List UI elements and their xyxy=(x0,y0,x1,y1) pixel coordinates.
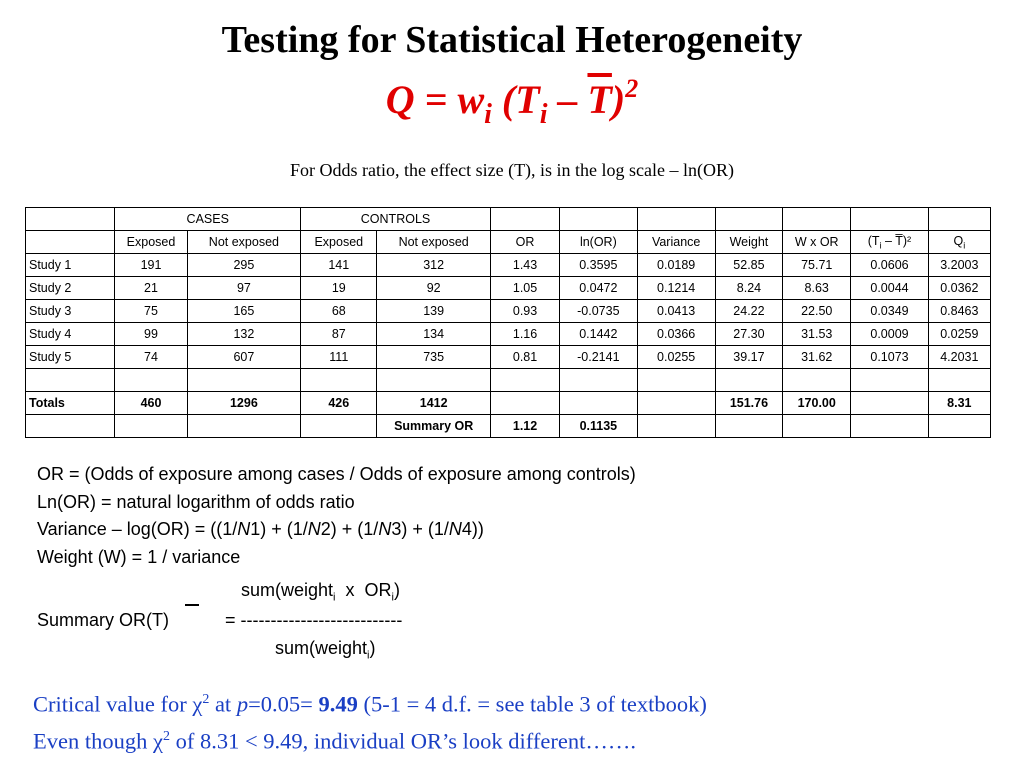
table-cell: 31.53 xyxy=(783,323,851,346)
definition-weight: Weight (W) = 1 / variance xyxy=(37,546,241,567)
table-cell xyxy=(26,231,115,254)
definition-or: OR = (Odds of exposure among cases / Odds of exposure among controls) xyxy=(37,464,636,484)
variance-text-d: 3) + (1/ xyxy=(391,519,449,539)
table-cell: 0.93 xyxy=(490,300,559,323)
table-cell: 75.71 xyxy=(783,254,851,277)
table-cell: 3.2003 xyxy=(928,254,990,277)
formula-open: ( xyxy=(491,77,516,122)
critical-p: p xyxy=(236,691,249,717)
table-cell: 312 xyxy=(377,254,490,277)
column-header: ln(OR) xyxy=(560,231,637,254)
table-cell xyxy=(490,208,559,231)
variance-text-e: 4)) xyxy=(461,519,484,539)
table-cell: 191 xyxy=(115,254,187,277)
table-cell: 141 xyxy=(301,254,377,277)
table-cell xyxy=(187,415,300,438)
table-cell: 0.0044 xyxy=(851,277,928,300)
variance-n: N xyxy=(378,519,392,539)
variance-text-c: 2) + (1/ xyxy=(320,519,379,539)
table-cell: 31.62 xyxy=(783,346,851,369)
table-cell: 151.76 xyxy=(715,392,782,415)
table-cell: 165 xyxy=(187,300,300,323)
formula-w-sub: i xyxy=(484,99,492,130)
table-cell: 68 xyxy=(301,300,377,323)
summary-or-label: Summary OR xyxy=(377,415,490,438)
critical-value-note xyxy=(33,684,707,757)
denominator-sub: i xyxy=(367,649,370,662)
column-header: Not exposed xyxy=(377,231,490,254)
formula-w: w xyxy=(457,77,485,122)
table-cell: 607 xyxy=(187,346,300,369)
table-cell xyxy=(490,369,559,392)
table-cell: 295 xyxy=(187,254,300,277)
numerator-sub: i xyxy=(333,591,336,604)
table-cell: 0.0255 xyxy=(637,346,715,369)
deviation-header-sub: i xyxy=(879,240,882,251)
table-cell xyxy=(928,208,990,231)
table-cell xyxy=(301,369,377,392)
table-cell: -0.2141 xyxy=(560,346,637,369)
variance-n: N xyxy=(237,519,251,539)
row-label: Study 3 xyxy=(26,300,115,323)
critical-text-b: at xyxy=(209,691,237,717)
slide-subtitle: For Odds ratio, the effect size (T), is in the log scale – ln(OR) xyxy=(289,160,735,180)
critical-text-c: =0.05= xyxy=(248,691,319,717)
table-cell: 1.43 xyxy=(490,254,559,277)
table-cell xyxy=(301,415,377,438)
summary-tbar xyxy=(185,604,199,606)
table-cell: 87 xyxy=(301,323,377,346)
table-cell: 0.1073 xyxy=(851,346,928,369)
table-cell xyxy=(851,392,928,415)
table-cell: 27.30 xyxy=(715,323,782,346)
table-cell: 0.1214 xyxy=(637,277,715,300)
summary-denominator xyxy=(275,638,375,662)
table-cell: 1296 xyxy=(187,392,300,415)
formula-minus: – xyxy=(547,77,588,122)
summary-label: Summary OR(T) xyxy=(37,610,169,630)
deviation-header-a: (T xyxy=(867,233,880,248)
table-cell: 8.63 xyxy=(783,277,851,300)
table-cell: 99 xyxy=(115,323,187,346)
table-cell xyxy=(26,369,115,392)
table-cell: 0.0472 xyxy=(560,277,637,300)
column-header: W x OR xyxy=(783,231,851,254)
table-cell: 1.16 xyxy=(490,323,559,346)
chi-sup: 2 xyxy=(162,728,170,744)
variance-text-b: 1) + (1/ xyxy=(250,519,308,539)
formula-close: ) xyxy=(611,77,626,122)
table-cell xyxy=(490,392,559,415)
table-cell xyxy=(187,369,300,392)
table-cell: 0.0362 xyxy=(928,277,990,300)
column-header xyxy=(928,231,990,254)
table-cell: 0.3595 xyxy=(560,254,637,277)
table-column-header-row xyxy=(26,231,991,254)
table-cell: 0.81 xyxy=(490,346,559,369)
table-cell: 111 xyxy=(301,346,377,369)
summary-or-formula xyxy=(37,580,637,670)
row-label: Study 5 xyxy=(26,346,115,369)
summary-division-line: = --------------------------- xyxy=(225,610,403,630)
critical-line-2 xyxy=(33,721,707,758)
table-cell xyxy=(783,369,851,392)
table-row xyxy=(26,254,991,277)
heterogeneity-table xyxy=(25,207,991,438)
summary-row xyxy=(26,415,991,438)
critical-text-f: of 8.31 < 9.49, individual OR’s look different……. xyxy=(169,728,636,753)
table-cell xyxy=(928,415,990,438)
table-cell: 0.0009 xyxy=(851,323,928,346)
column-header: Not exposed xyxy=(187,231,300,254)
table-cell xyxy=(715,415,782,438)
table-cell xyxy=(715,369,782,392)
table-cell: 735 xyxy=(377,346,490,369)
table-cell: 0.0413 xyxy=(637,300,715,323)
q-header-sub: i xyxy=(963,240,966,251)
table-cell: 460 xyxy=(115,392,187,415)
table-cell xyxy=(715,208,782,231)
table-cell: 0.8463 xyxy=(928,300,990,323)
numerator-sub: i xyxy=(391,591,394,604)
table-cell: 97 xyxy=(187,277,300,300)
slide-title: Testing for Statistical Heterogeneity xyxy=(221,19,803,61)
table-cell xyxy=(26,208,115,231)
table-cell xyxy=(560,208,637,231)
table-cell xyxy=(26,415,115,438)
table-cell: 0.0366 xyxy=(637,323,715,346)
table-cell xyxy=(115,369,187,392)
table-group-header-row xyxy=(26,208,991,231)
table-cell: 39.17 xyxy=(715,346,782,369)
table-cell: 8.31 xyxy=(928,392,990,415)
table-cell: 134 xyxy=(377,323,490,346)
numerator-text-a: sum(weight xyxy=(241,580,334,600)
table-cell xyxy=(637,208,715,231)
definition-ln-or: Ln(OR) = natural logarithm of odds ratio xyxy=(37,491,355,512)
table-cell: 0.0189 xyxy=(637,254,715,277)
controls-header: CONTROLS xyxy=(301,208,491,231)
critical-text-a: Critical value for χ xyxy=(33,691,203,717)
row-label: Study 4 xyxy=(26,323,115,346)
numerator-text-b: x OR xyxy=(335,580,392,600)
definitions xyxy=(37,461,636,571)
table-cell: 1412 xyxy=(377,392,490,415)
formula-tbar: $\overline{T}$ xyxy=(587,77,612,122)
table-cell xyxy=(637,392,715,415)
formula-q: Q xyxy=(385,77,415,122)
table-cell: 4.2031 xyxy=(928,346,990,369)
table-empty-row xyxy=(26,369,991,392)
critical-line-1 xyxy=(33,684,707,721)
table-cell: 92 xyxy=(377,277,490,300)
formula-sup: 2 xyxy=(625,74,639,103)
table-cell xyxy=(560,369,637,392)
table-cell: 139 xyxy=(377,300,490,323)
table-cell: 19 xyxy=(301,277,377,300)
table-cell xyxy=(851,415,928,438)
table-cell: 75 xyxy=(115,300,187,323)
q-formula xyxy=(0,74,1024,130)
table-cell: 170.00 xyxy=(783,392,851,415)
column-header: Exposed xyxy=(301,231,377,254)
deviation-header-b: – T̅)² xyxy=(881,233,912,248)
cases-header: CASES xyxy=(115,208,301,231)
variance-n: N xyxy=(307,519,321,539)
denominator-text-a: sum(weight xyxy=(275,638,368,658)
table-cell xyxy=(783,415,851,438)
table-cell: 132 xyxy=(187,323,300,346)
variance-text-a: Variance – log(OR) = ((1/ xyxy=(37,519,238,539)
summary-or-value: 1.12 xyxy=(490,415,559,438)
table-cell: 0.1442 xyxy=(560,323,637,346)
formula-eq: = xyxy=(414,77,458,122)
table-cell xyxy=(783,208,851,231)
variance-n: N xyxy=(448,519,462,539)
summary-numerator xyxy=(241,580,400,604)
table-cell: 24.22 xyxy=(715,300,782,323)
formula-t: T xyxy=(515,77,540,122)
q-header: Q xyxy=(953,233,964,248)
column-header: Weight xyxy=(715,231,782,254)
table-cell: 426 xyxy=(301,392,377,415)
table-cell: 0.0606 xyxy=(851,254,928,277)
row-label: Study 2 xyxy=(26,277,115,300)
totals-row xyxy=(26,392,991,415)
chi-sup: 2 xyxy=(202,692,210,707)
column-header: Exposed xyxy=(115,231,187,254)
table-cell xyxy=(851,369,928,392)
table-row xyxy=(26,300,991,323)
table-cell xyxy=(560,392,637,415)
table-row xyxy=(26,277,991,300)
table-cell xyxy=(928,369,990,392)
table-cell xyxy=(377,369,490,392)
table-cell xyxy=(851,208,928,231)
critical-value: 9.49 xyxy=(318,691,358,717)
summary-ln-or-value: 0.1135 xyxy=(560,415,637,438)
denominator-text-b: ) xyxy=(369,638,376,658)
table-cell: 52.85 xyxy=(715,254,782,277)
critical-text-e: Even though χ xyxy=(33,728,163,753)
table-cell: 0.0349 xyxy=(851,300,928,323)
table-cell: 22.50 xyxy=(783,300,851,323)
table-row xyxy=(26,346,991,369)
table-cell: -0.0735 xyxy=(560,300,637,323)
critical-text-d: (5-1 = 4 d.f. = see table 3 of textbook) xyxy=(357,691,707,717)
totals-label: Totals xyxy=(26,392,115,415)
numerator-text-c: ) xyxy=(393,580,400,600)
column-header xyxy=(851,231,928,254)
table-cell xyxy=(115,415,187,438)
column-header: OR xyxy=(490,231,559,254)
table-row xyxy=(26,323,991,346)
table-cell: 0.0259 xyxy=(928,323,990,346)
table-cell xyxy=(637,369,715,392)
table-cell: 74 xyxy=(115,346,187,369)
column-header: Variance xyxy=(637,231,715,254)
row-label: Study 1 xyxy=(26,254,115,277)
table-cell: 8.24 xyxy=(715,277,782,300)
formula-t-sub: i xyxy=(539,99,548,130)
table-cell xyxy=(637,415,715,438)
table-cell: 21 xyxy=(115,277,187,300)
definition-variance xyxy=(37,516,636,544)
table-cell: 1.05 xyxy=(490,277,559,300)
